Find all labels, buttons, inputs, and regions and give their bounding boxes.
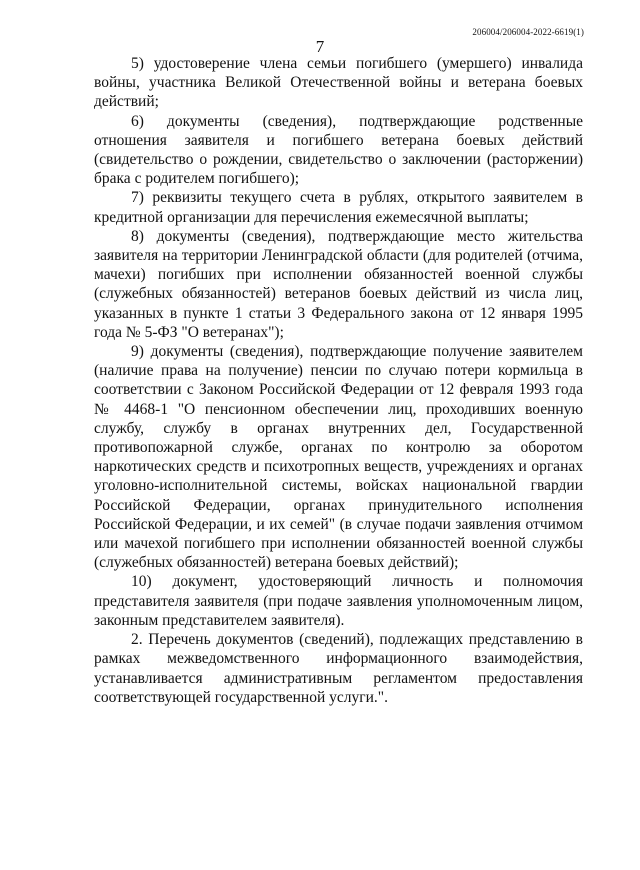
- clause-2-paragraph: 2. Перечень документов (сведений), подлежащих представлению в рамках межведомственного информационного взаимодействия, устанавливается административным регламентом предоставления соответствующей государственной услуги.".: [94, 631, 583, 706]
- list-item-8: 8) документы (сведения), подтверждающие место жительства заявителя на территории Ленинградской области (для родителей (отчима, мачехи) погибших при исполнении обязанностей военной службы (служебных обязанностей) ветеранов боевых действий из числа лиц, указанных в пункте 1 статьи 3 Федерального закона от 12 января 1995 года № 5-ФЗ "О ветеранах");: [94, 227, 583, 341]
- list-item-9: 9) документы (сведения), подтверждающие получение заявителем (наличие права на получение) пенсии по случаю потери кормильца в соответствии с Законом Российской Федерации от 12 февраля 1993 года № 4468-1 "О пенсионном обеспечении лиц, проходивших военную службу, службу в органах внутренних дел, Государственной противопожарной службе, органах по контролю за оборотом наркотических средств и психотропных веществ, учреждениях и органах уголовно-исполнительной системы, войсках национальной гвардии Российской Федерации, органах принудительного исполнения Российской Федерации, и их семей" (в случае подачи заявления отчимом или мачехой погибшего при исполнении обязанностей военной службы (служебных обязанностей) ветерана боевых действий);: [94, 343, 583, 572]
- page-number: 7: [315, 37, 325, 56]
- list-item-6: 6) документы (сведения), подтверждающие родственные отношения заявителя и погибшего ветерана боевых действий (свидетельство о рождении, свидетельство о заключении (расторжении) брака с родителем погибшего);: [94, 112, 583, 188]
- list-item-10: 10) документ, удостоверяющий личность и полномочия представителя заявителя (при подаче заявления уполномоченным лицом, законным представителем заявителя).: [94, 573, 583, 629]
- document-id: 206004/206004-2022-6619(1): [472, 27, 584, 37]
- document-body: [94, 54, 583, 707]
- list-item-7: 7) реквизиты текущего счета в рублях, открытого заявителем в кредитной организации для перечисления ежемесячной выплаты;: [94, 189, 583, 226]
- list-item-5: 5) удостоверение члена семьи погибшего (умершего) инвалида войны, участника Великой Отечественной войны и ветерана боевых действий;: [94, 55, 583, 111]
